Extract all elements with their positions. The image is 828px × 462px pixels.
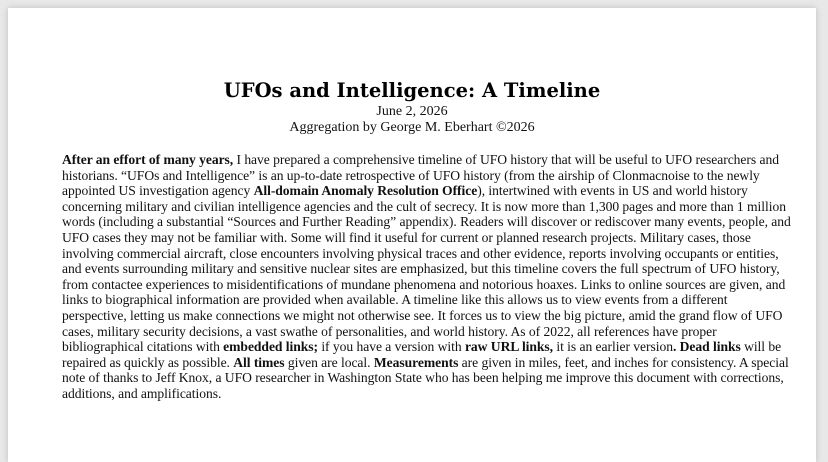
document-page [8,8,816,462]
embedded-links-bold: embedded links; [223,339,318,355]
intro-text-4: it is an earlier version [553,339,673,355]
intro-text-7: are given in miles, feet, and inches for consistency. A special note of thanks to Jeff Knox, a UFO researcher in Washington State who has been helping me improve this document with corrections, additions, and amplifications. [62,354,789,401]
intro-text-5: will be repaired as quickly as possible. [62,339,782,370]
document-header [8,78,816,136]
intro-text-6: given are local. [284,354,374,370]
intro-text-1: I have prepared a comprehensive timeline of UFO history that will be useful to UFO researchers and historians. “UFOs and Intelligence” is an up-to-date retrospective of UFO history (from the airship of Clonmacnoise to the newly appointed US investigation agency [62,152,779,199]
raw-url-links-bold: raw URL links, [464,339,554,355]
document-title: UFOs and Intelligence: A Timeline [223,79,601,102]
intro-text-2: ), intertwined with events in US and world history concerning military and civilian intelligence agencies and the cult of secrecy. It is now more than 1,300 pages and more than 1 million words (including a substantial “Sources and Further Reading” appendix). Readers will discover or rediscover many events, people, and UFO cases they may not be familiar with. Some will find it useful for current or planned research projects. Military cases, those involving commercial aircraft, close encounters involving physical traces and other evidence, reports involving occupants or entities, and events surrounding military and sensitive nuclear sites are emphasized, but this timeline covers the full spectrum of UFO history, from contactee experiences to misidentifications of mundane phenomena and notorious hoaxes. Links to online sources are given, and links to biographical information are provided when available. A timeline like this allows us to view events from a different perspective, letting us make connections we might not otherwise see. It forces us to view the big picture, amid the grand flow of UFO cases, military security decisions, a vast swathe of personalities, and world history. As of 2022, all references have proper bibliographical citations with [62,183,791,355]
all-times-bold: All times [233,354,285,370]
measurements-bold: Measurements [373,354,459,370]
document-date: June 2, 2026 [376,104,448,119]
aaro-bold: All-domain Anomaly Resolution Office [253,183,478,199]
dead-links-bold: . Dead links [672,339,741,355]
intro-lead-bold: After an effort of many years, [62,152,234,167]
intro-paragraph [62,152,792,402]
document-author: Aggregation by George M. Eberhart ©2026 [289,120,535,135]
intro-text-3: if you have a version with [317,339,465,355]
